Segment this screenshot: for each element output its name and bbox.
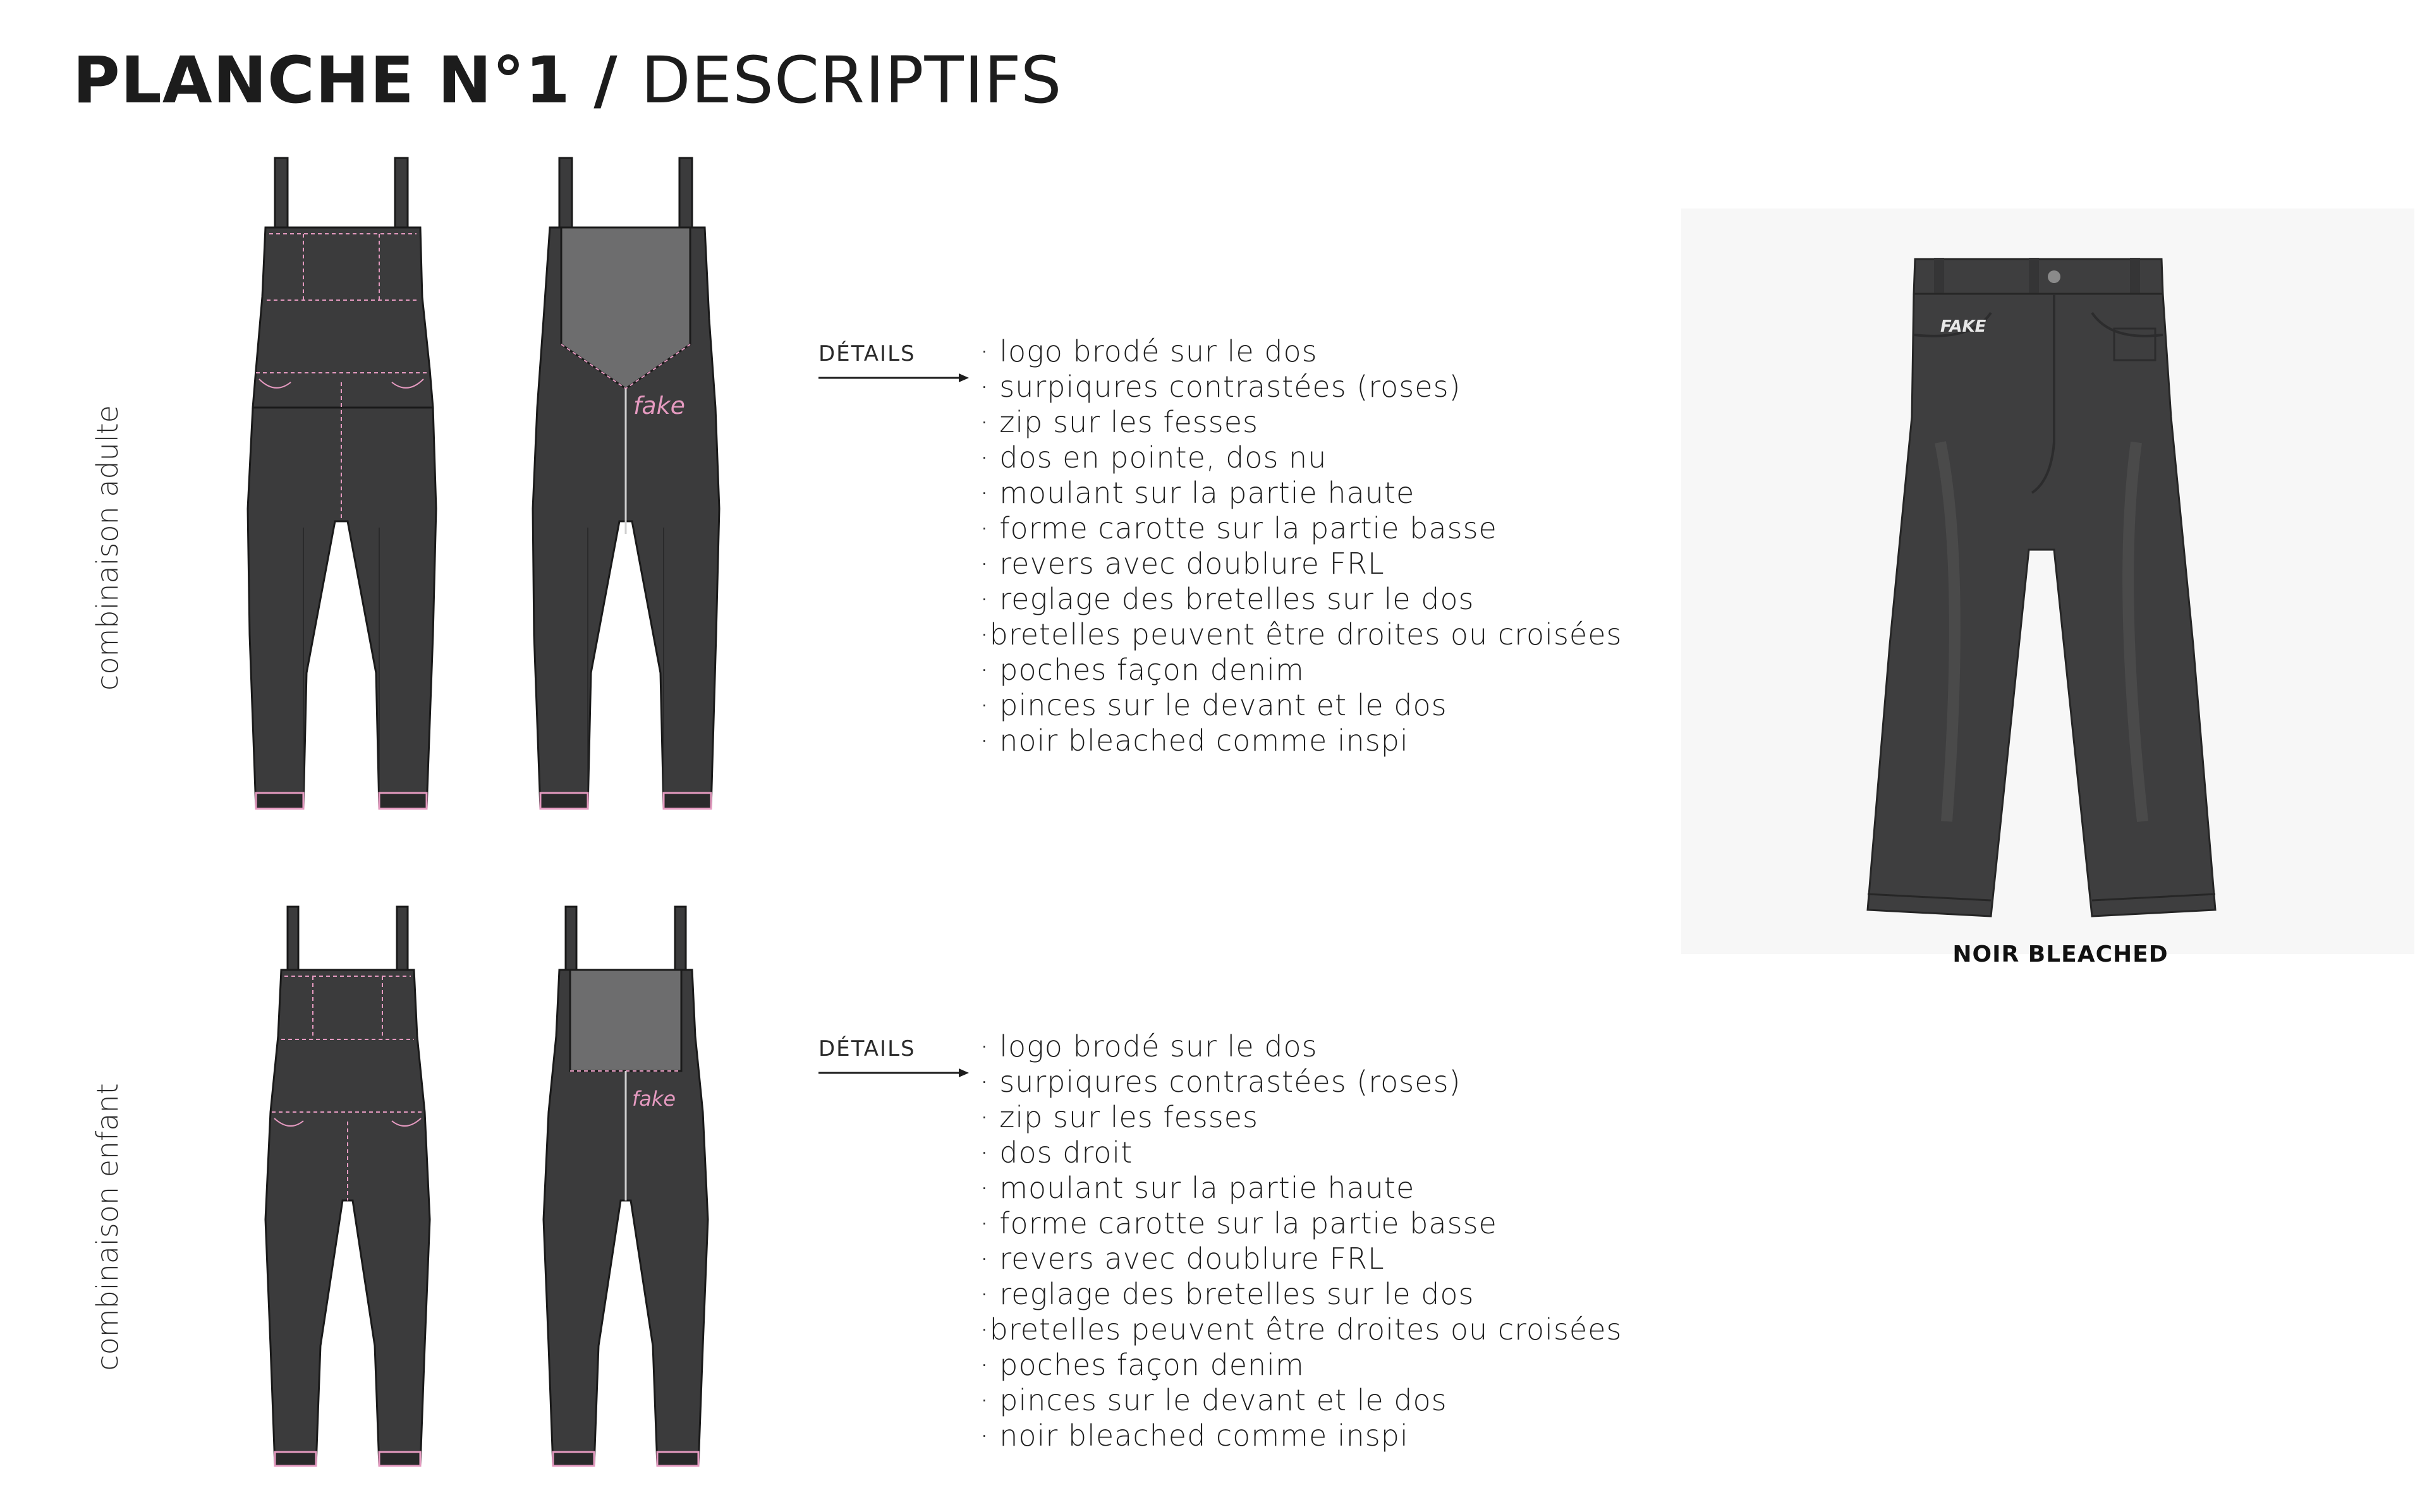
list-item: · moulant sur la partie haute bbox=[980, 1171, 1415, 1205]
inspiration-jeans-photo bbox=[1864, 253, 2269, 929]
list-item: · noir bleached comme inspi bbox=[980, 1418, 1409, 1453]
pocket-logo: FAKE bbox=[1940, 317, 1986, 336]
arrow-icon bbox=[818, 1067, 970, 1079]
list-item: · poches façon denim bbox=[980, 653, 1305, 687]
list-item: · poches façon denim bbox=[980, 1348, 1305, 1382]
adult-jumpsuit-back-sketch bbox=[525, 155, 727, 825]
details-list bbox=[980, 1029, 1622, 1453]
title-main: PLANCHE N°1 / bbox=[73, 43, 618, 118]
list-item: · revers avec doublure FRL bbox=[980, 1242, 1385, 1276]
list-item: · logo brodé sur le dos bbox=[980, 1029, 1318, 1063]
list-item: · dos en pointe, dos nu bbox=[980, 440, 1327, 475]
inspiration-caption: NOIR BLEACHED bbox=[1952, 941, 2168, 967]
list-item: · surpiqures contrastées (roses) bbox=[980, 370, 1461, 404]
list-item: · zip sur les fesses bbox=[980, 1100, 1259, 1134]
list-item: · forme carotte sur la partie basse bbox=[980, 1206, 1497, 1240]
list-item: ·bretelles peuvent être droites ou croisées bbox=[980, 617, 1622, 651]
list-item: · surpiqures contrastées (roses) bbox=[980, 1065, 1461, 1099]
section-label-enfant: combinaison enfant bbox=[90, 1083, 125, 1371]
title-sub: DESCRIPTIFS bbox=[641, 43, 1062, 118]
details-label: DÉTAILS bbox=[818, 341, 916, 366]
adult-jumpsuit-front-sketch bbox=[240, 155, 442, 825]
back-logo: fake bbox=[632, 1087, 676, 1111]
child-jumpsuit-front-sketch bbox=[259, 904, 436, 1479]
details-label: DÉTAILS bbox=[818, 1036, 916, 1061]
list-item: · noir bleached comme inspi bbox=[980, 723, 1409, 758]
page-title bbox=[73, 45, 1062, 116]
list-item: ·bretelles peuvent être droites ou croisées bbox=[980, 1312, 1622, 1346]
list-item: · pinces sur le devant et le dos bbox=[980, 688, 1447, 722]
list-item: · revers avec doublure FRL bbox=[980, 547, 1385, 581]
list-item: · reglage des bretelles sur le dos bbox=[980, 1277, 1475, 1311]
list-item: · zip sur les fesses bbox=[980, 405, 1259, 439]
list-item: · moulant sur la partie haute bbox=[980, 476, 1415, 510]
child-jumpsuit-back-sketch bbox=[537, 904, 714, 1479]
arrow-icon bbox=[818, 372, 970, 384]
list-item: · forme carotte sur la partie basse bbox=[980, 511, 1497, 545]
list-item: · pinces sur le devant et le dos bbox=[980, 1383, 1447, 1417]
back-logo: fake bbox=[633, 392, 686, 420]
details-list bbox=[980, 334, 1622, 758]
list-item: · reglage des bretelles sur le dos bbox=[980, 582, 1475, 616]
list-item: · dos droit bbox=[980, 1135, 1133, 1170]
section-label-adulte: combinaison adulte bbox=[90, 405, 125, 691]
list-item: · logo brodé sur le dos bbox=[980, 334, 1318, 368]
